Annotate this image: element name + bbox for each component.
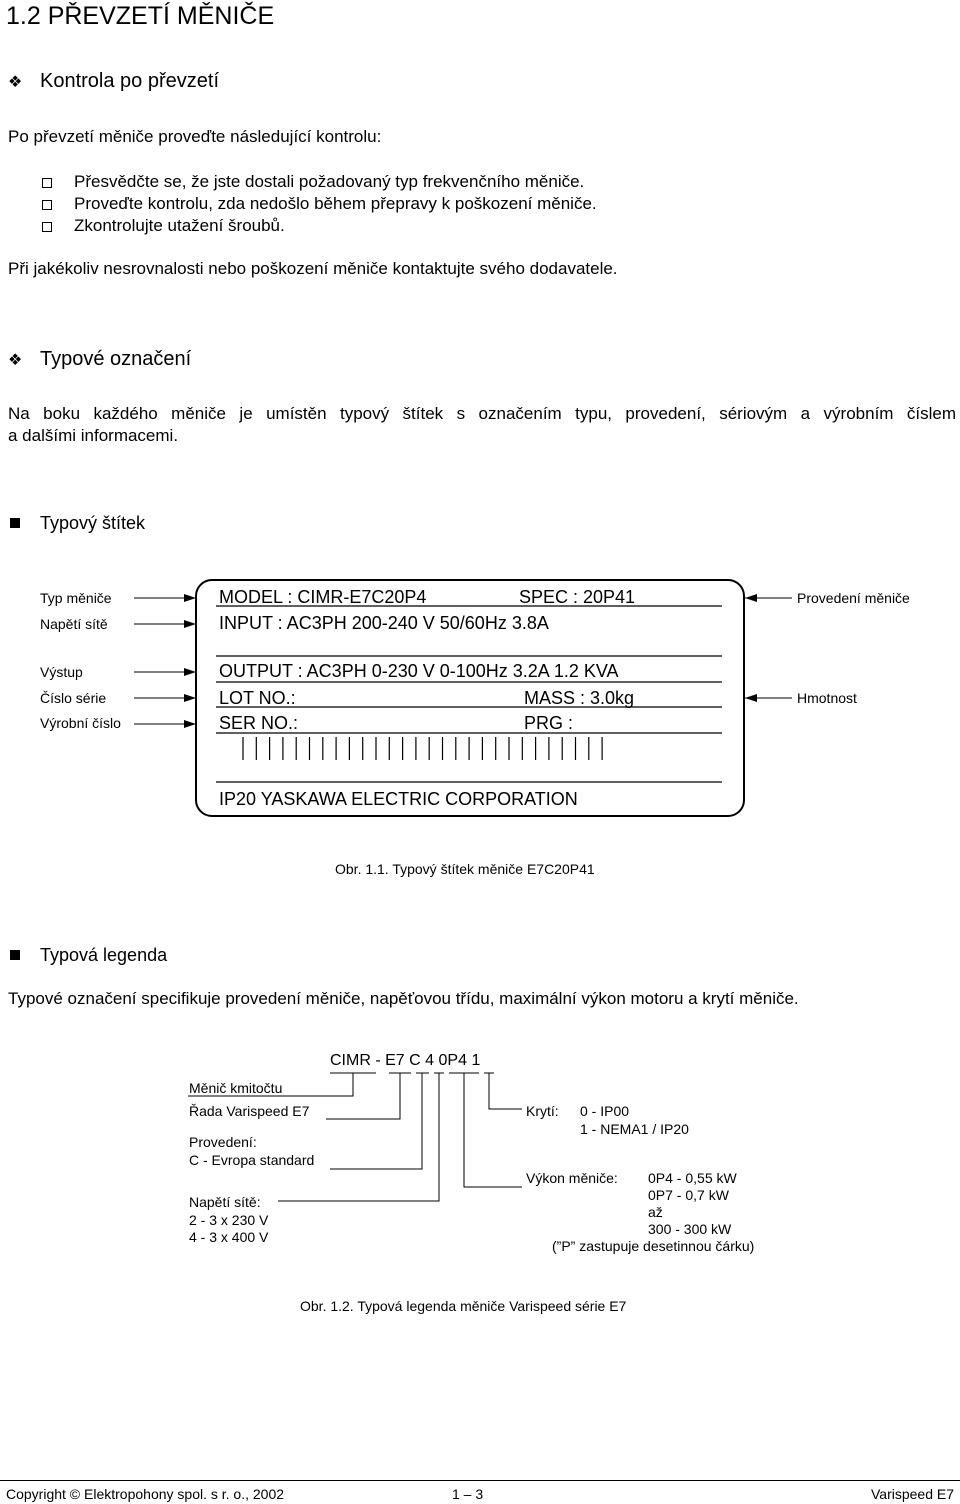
legend-menic: Měnič kmitočtu: [189, 1080, 283, 1096]
label-typ-menice: Typ měniče: [40, 590, 112, 606]
legend-paragraph: Typové označení specifikuje provedení měniče, napěťovou třídu, maximální výkon motoru a krytí měniče.: [8, 989, 799, 1008]
code-e7: E7: [385, 1052, 405, 1069]
legend-vykon-note: (”P” zastupuje desetinnou čárku): [552, 1238, 755, 1254]
legend-caption: Obr. 1.2. Typová legenda měniče Varispeed série E7: [300, 1298, 627, 1314]
s1-item: Zkontrolujte utažení šroubů.: [74, 216, 285, 235]
code-separator: -: [375, 1052, 381, 1069]
plate-output: OUTPUT : AC3PH 0-230 V 0-100Hz 3.2A 1.2 KVA: [219, 661, 619, 681]
legend-vykon-v1: 0P4 - 0,55 kW: [648, 1170, 737, 1186]
plate-model: MODEL : CIMR-E7C20P4: [219, 587, 427, 607]
legend-vykon-v3: až: [648, 1204, 663, 1220]
legend-kryti-v2: 1 - NEMA1 / IP20: [580, 1121, 689, 1137]
plate-mass: MASS : 3.0kg: [524, 688, 635, 708]
plate-input: INPUT : AC3PH 200-240 V 50/60Hz 3.8A: [219, 613, 549, 633]
label-hmotnost: Hmotnost: [797, 690, 857, 706]
legend-provedeni: Provedení:: [189, 1134, 257, 1150]
code-0p4: 0P4: [438, 1052, 467, 1069]
code-4: 4: [425, 1052, 435, 1069]
label-provedeni-menice: Provedení měniče: [797, 590, 910, 606]
legend-napeti-v1: 2 - 3 x 230 V: [189, 1212, 269, 1228]
plate-footer: IP20 YASKAWA ELECTRIC CORPORATION: [219, 789, 578, 809]
s1-intro: Po převzetí měniče proveďte následující kontrolu:: [8, 127, 382, 146]
s2-paragraph-line2: a dalšími informacemi.: [8, 426, 179, 445]
plate-ser: SER NO.:: [219, 713, 299, 733]
legend-heading: Typová legenda: [40, 945, 168, 965]
legend-vykon-v4: 300 - 300 kW: [648, 1221, 732, 1237]
legend-napeti: Napětí sítě:: [189, 1194, 261, 1210]
code-c: C: [409, 1052, 421, 1069]
section-title: 1.2 PŘEVZETÍ MĚNIČE: [6, 2, 275, 30]
s1-item: Proveďte kontrolu, zda nedošlo během přepravy k poškození měniče.: [74, 194, 597, 213]
legend-napeti-v2: 4 - 3 x 400 V: [189, 1229, 269, 1245]
s2-title: Typové označení: [40, 348, 192, 370]
legend-provedeni-val: C - Evropa standard: [189, 1152, 315, 1168]
legend-kryti: Krytí:: [526, 1103, 559, 1119]
plate-prg: PRG :: [524, 713, 574, 733]
s1-title: Kontrola po převzetí: [40, 70, 219, 92]
square-bullet-icon: [10, 950, 20, 960]
plate-caption: Obr. 1.1. Typový štítek měniče E7C20P41: [335, 861, 595, 877]
s1-note: Při jakékoliv nesrovnalosti nebo poškození měniče kontaktujte svého dodavatele.: [8, 259, 618, 278]
legend-kryti-v1: 0 - IP00: [580, 1103, 630, 1119]
footer-rule: [0, 1480, 960, 1481]
s2-paragraph-line1: Na boku každého měniče je umístěn typový štítek s označením typu, provedení, sériovým a výrobním číslem: [8, 404, 956, 423]
plate-lot: LOT NO.:: [219, 688, 296, 708]
plate-spec: SPEC : 20P41: [519, 587, 636, 607]
plate-heading: Typový štítek: [40, 513, 146, 533]
legend-code: [330, 1052, 480, 1070]
label-vyrobni-cislo: Výrobní číslo: [40, 715, 121, 731]
s1-item: Přesvědčte se, že jste dostali požadovaný typ frekvenčního měniče.: [74, 172, 585, 191]
legend-rada: Řada Varispeed E7: [189, 1103, 310, 1119]
legend-vykon: Výkon měniče:: [526, 1170, 618, 1186]
label-vystup: Výstup: [40, 664, 83, 680]
code-cimr: CIMR: [330, 1052, 371, 1069]
code-1: 1: [471, 1052, 481, 1069]
footer-product: Varispeed E7: [870, 1486, 954, 1502]
diamond-bullet-icon: ❖: [8, 74, 23, 91]
footer-copyright: Copyright © Elektropohony spol. s r. o., 2002: [6, 1486, 285, 1502]
footer-page: 1 – 3: [452, 1486, 484, 1502]
label-cislo-serie: Číslo série: [40, 690, 107, 706]
legend-vykon-v2: 0P7 - 0,7 kW: [648, 1187, 729, 1203]
label-napeti-site: Napětí sítě: [40, 616, 108, 632]
diamond-bullet-icon: ❖: [8, 352, 23, 369]
